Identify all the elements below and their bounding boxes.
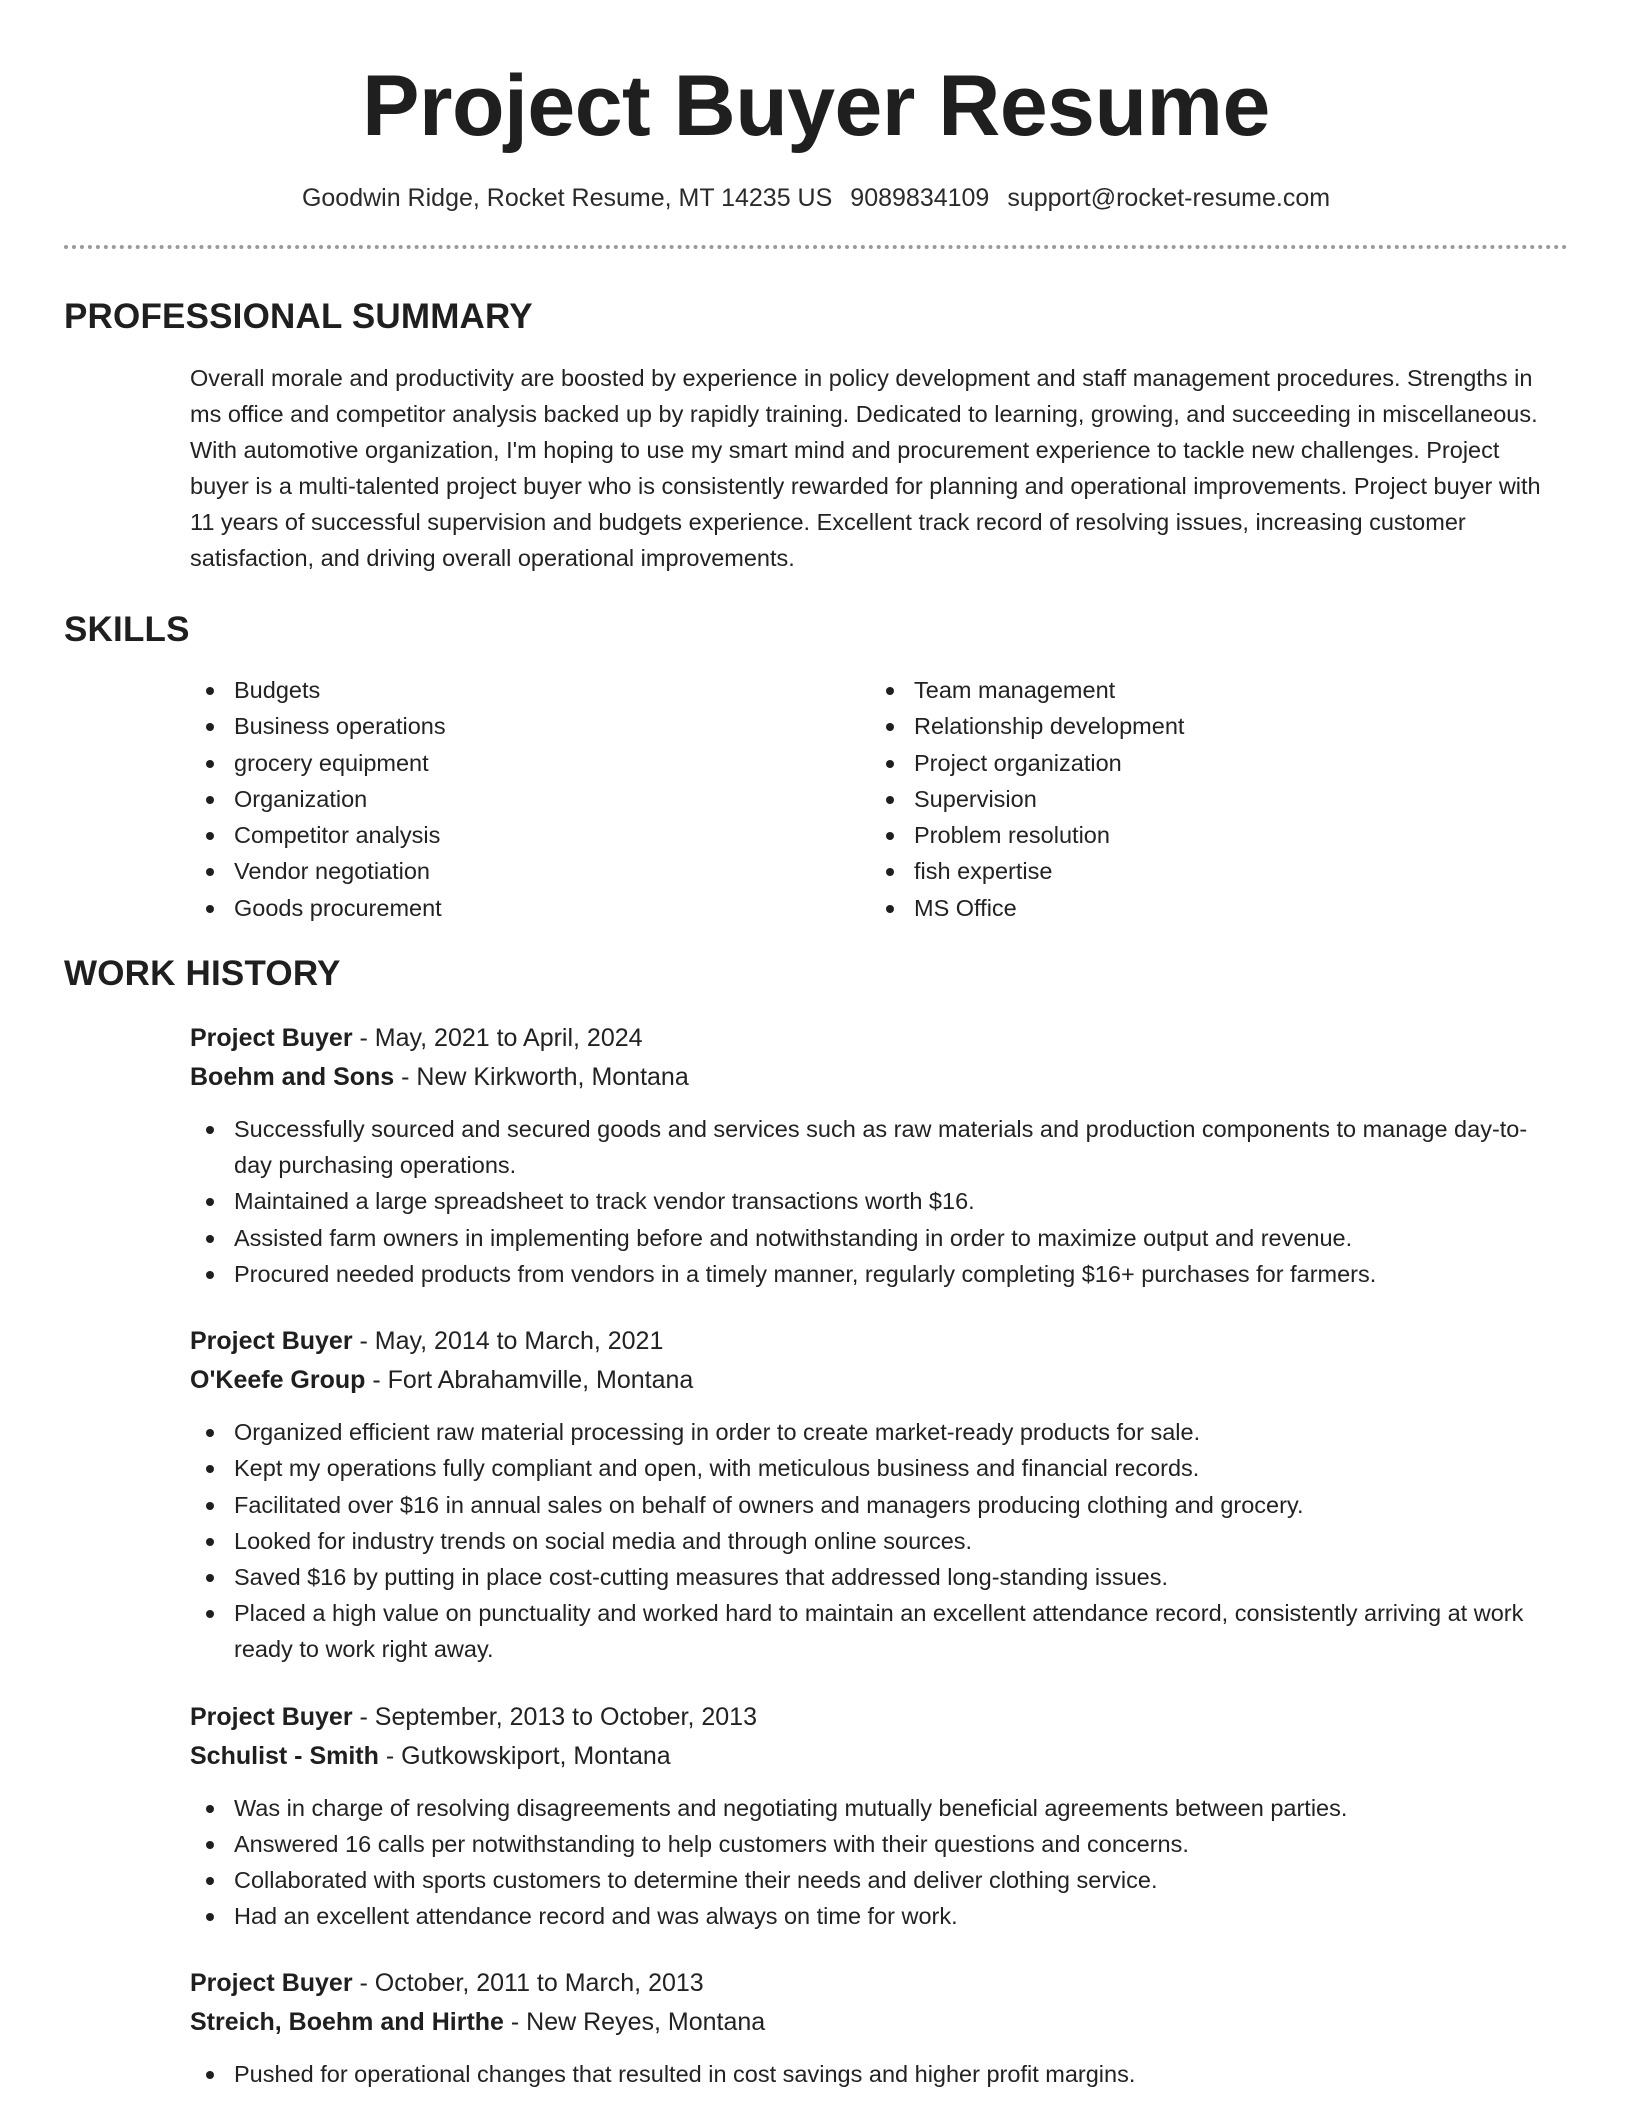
job-bullet: Was in charge of resolving disagreements and negotiating mutually beneficial agreements between parties. bbox=[190, 1790, 1568, 1826]
header-divider bbox=[64, 245, 1568, 249]
skill-item: Project organization bbox=[870, 745, 1568, 781]
job-bullets bbox=[190, 1790, 1568, 1935]
skill-item: Problem resolution bbox=[870, 817, 1568, 853]
skill-item: Vendor negotiation bbox=[190, 853, 870, 889]
job-title: Project Buyer bbox=[190, 1024, 353, 1053]
job-company-line bbox=[190, 1361, 1568, 1400]
skills-list-right bbox=[870, 672, 1568, 926]
job-dates: - October, 2011 to March, 2013 bbox=[352, 1969, 704, 1998]
job-bullet: Organized efficient raw material processing in order to create market-ready products for sale. bbox=[190, 1414, 1568, 1450]
job-title-line bbox=[190, 1322, 1568, 1361]
job-bullet: Answered 16 calls per notwithstanding to help customers with their questions and concerns. bbox=[190, 1826, 1568, 1862]
job-location: - New Reyes, Montana bbox=[503, 2008, 766, 2037]
job-company: Boehm and Sons bbox=[190, 1063, 395, 1092]
job-company-line bbox=[190, 1737, 1568, 1776]
skill-item: grocery equipment bbox=[190, 745, 870, 781]
contact-address: Goodwin Ridge, Rocket Resume, MT 14235 US bbox=[301, 184, 833, 212]
job-bullet: Pushed for operational changes that resulted in cost savings and higher profit margins. bbox=[190, 2056, 1568, 2092]
skill-item: Supervision bbox=[870, 781, 1568, 817]
job-bullets bbox=[190, 1414, 1568, 1667]
skills-heading: SKILLS bbox=[64, 610, 190, 649]
job-bullet: Collaborated with sports customers to determine their needs and deliver clothing service. bbox=[190, 1862, 1568, 1898]
job-title-line bbox=[190, 1698, 1568, 1737]
job-bullet: Procured needed products from vendors in a timely manner, regularly completing $16+ purchases for farmers. bbox=[190, 1256, 1568, 1292]
job-bullet: Placed a high value on punctuality and worked hard to maintain an excellent attendance record, consistently arriving at work ready to work right away. bbox=[190, 1595, 1568, 1667]
job-bullet: Successfully sourced and secured goods and services such as raw materials and production components to manage day-to-day purchasing operations. bbox=[190, 1111, 1568, 1183]
contact-phone: 9089834109 bbox=[850, 184, 990, 212]
job-location: - Fort Abrahamville, Montana bbox=[365, 1366, 694, 1395]
job-bullet: Had an excellent attendance record and was always on time for work. bbox=[190, 1898, 1568, 1934]
skill-item: Budgets bbox=[190, 672, 870, 708]
job-company-line bbox=[190, 2003, 1568, 2042]
job-entry bbox=[190, 1698, 1568, 1935]
skill-item: Business operations bbox=[190, 708, 870, 744]
job-entry bbox=[190, 1322, 1568, 1667]
job-bullet: Maintained a large spreadsheet to track vendor transactions worth $16. bbox=[190, 1183, 1568, 1219]
skill-item: Relationship development bbox=[870, 708, 1568, 744]
job-company: Schulist - Smith bbox=[190, 1741, 379, 1770]
job-title: Project Buyer bbox=[190, 1969, 353, 1998]
skill-item: Competitor analysis bbox=[190, 817, 870, 853]
job-dates: - May, 2021 to April, 2024 bbox=[352, 1024, 643, 1053]
job-bullet: Facilitated over $16 in annual sales on behalf of owners and managers producing clothing and grocery. bbox=[190, 1487, 1568, 1523]
job-company-line bbox=[190, 1058, 1568, 1097]
skill-item: MS Office bbox=[870, 890, 1568, 926]
contact-email: support@rocket-resume.com bbox=[1007, 184, 1331, 212]
job-title: Project Buyer bbox=[190, 1327, 353, 1356]
job-dates: - May, 2014 to March, 2021 bbox=[352, 1327, 664, 1356]
skill-item: Goods procurement bbox=[190, 890, 870, 926]
job-title-line bbox=[190, 1019, 1568, 1058]
skills-grid bbox=[190, 672, 1568, 926]
work-history-heading: WORK HISTORY bbox=[64, 954, 341, 994]
resume-title: Project Buyer Resume bbox=[362, 58, 1270, 154]
contact-line bbox=[64, 182, 1568, 214]
job-location: - New Kirkworth, Montana bbox=[394, 1063, 689, 1092]
summary-text: Overall morale and productivity are boosted by experience in policy development and staff management procedures. Strengths in ms office and competitor analysis backed up by rapidly training. Dedicated to learning, growing, and succeeding in miscellaneous. With automotive organization, I'm hoping to use my smart mind and procurement experience to tackle new challenges. Project buyer is a multi-talented project buyer who is consistently rewarded for planning and operational improvements. Project buyer with 11 years of successful supervision and budgets experience. Excellent track record of resolving issues, increasing customer satisfaction, and driving overall operational improvements. bbox=[190, 365, 1541, 571]
job-bullet: Kept my operations fully compliant and open, with meticulous business and financial records. bbox=[190, 1450, 1568, 1486]
job-location: - Gutkowskiport, Montana bbox=[378, 1741, 671, 1770]
skill-item: Organization bbox=[190, 781, 870, 817]
job-bullet: Saved $16 by putting in place cost-cutting measures that addressed long-standing issues. bbox=[190, 1559, 1568, 1595]
job-bullet: Assisted farm owners in implementing before and notwithstanding in order to maximize output and revenue. bbox=[190, 1220, 1568, 1256]
skills-list-left bbox=[190, 672, 870, 926]
skill-item: Team management bbox=[870, 672, 1568, 708]
job-title: Project Buyer bbox=[190, 1702, 353, 1731]
job-entry bbox=[190, 1964, 1568, 2092]
summary-heading: PROFESSIONAL SUMMARY bbox=[64, 297, 533, 336]
job-bullets bbox=[190, 1111, 1568, 1292]
job-bullets bbox=[190, 2056, 1568, 2092]
job-bullet: Looked for industry trends on social media and through online sources. bbox=[190, 1523, 1568, 1559]
job-dates: - September, 2013 to October, 2013 bbox=[352, 1702, 757, 1731]
skill-item: fish expertise bbox=[870, 853, 1568, 889]
job-entry bbox=[190, 1019, 1568, 1292]
job-title-line bbox=[190, 1964, 1568, 2003]
job-company: Streich, Boehm and Hirthe bbox=[190, 2008, 504, 2037]
job-company: O'Keefe Group bbox=[190, 1366, 366, 1395]
